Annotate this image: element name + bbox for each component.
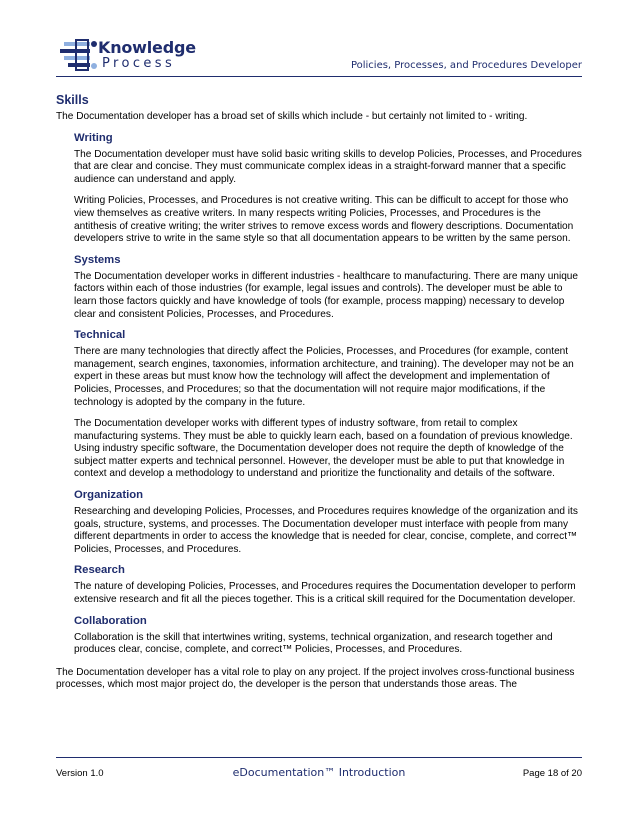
knowledge-process-logo [58,36,198,76]
subsection-title: Writing [74,131,113,144]
subsection-research [56,564,584,606]
document-body [56,93,584,692]
paragraph: The Documentation developer must have solid basic writing skills to develop Policies, Processes, and Procedures that are clear and concise. They must communicate complex ideas in a straight-forward manner that a specific audience can understand and apply. [74,148,582,185]
paragraph: Collaboration is the skill that intertwines writing, systems, technical organization, and research together and produces clear, concise, complete, and correct™ Policies, Processes, and Procedures. [74,631,553,656]
section-title: Skills [56,93,89,107]
paragraph: The Documentation developer works with different types of industry software, from retail to complex manufacturing systems. They must be able to quickly learn each, based on a foundation of previous knowledge. Using industry specific software, the Documentation developer does not require the depth of knowledge of the subject matter experts and technical personnel. However, the developer must be able to put that knowledge in context and develop a methodology to understand and prioritize the functionality and details of the software. [74,418,573,480]
paragraph: The Documentation developer works in different industries - healthcare to manufacturing. There are many unique factors within each of those industries (for example, legal issues and controls). The developer must be able to learn those factors quickly and have knowledge of tools (for example, process mapping) necessary to develop clear and consistent Policies, Processes, and Procedures. [74,270,579,320]
footer-version: Version 1.0 [56,768,104,779]
subsection-title: Systems [74,253,121,266]
subsection-technical [56,329,584,481]
subsection-title: Collaboration [74,614,147,627]
subsection-organization [56,489,584,556]
section-intro: The Documentation developer has a broad set of skills which include - but certainly not limited to - writing. [56,111,528,122]
footer-divider [56,757,582,758]
logo-text-process: Process [102,56,176,71]
logo-text-knowledge: Knowledge [98,38,196,57]
section-outro: The Documentation developer has a vital role to play on any project. If the project involves cross-functional business processes, which most major project do, the developer is the person that understands those areas. The [56,666,575,691]
paragraph: Writing Policies, Processes, and Procedures is not creative writing. This can be difficult to accept for those who view themselves as creative writers. In many respects writing Policies, Processes, and Procedures is the antithesis of creative writing; the writer strives to remove excess words and flowery descriptions. Documentation developers strive to write in the same style so that all documentation appears to be written by the same person. [74,195,574,245]
subsection-title: Organization [74,489,144,502]
header-divider [56,76,582,77]
paragraph: Researching and developing Policies, Processes, and Procedures requires knowledge of the organization and its goals, structure, systems, and processes. The Documentation developer must interface with people from many different departments in order to access the knowledge that is needed for clear, concise, complete, and correct™ Policies, Processes, and Procedures. [74,506,578,555]
subsection-title: Research [74,564,125,577]
paragraph: There are many technologies that directly affect the Policies, Processes, and Procedures (for example, content management, search engines, taxonomies, information architecture, and training). The developer may not be an expert in these areas but must know how the technology will affect the development and implementation of Policies, Processes, and Procedures; so that the documentation will not require major modifications, if the technology is adopted by the company in the future. [74,346,574,408]
subsection-writing [56,132,584,246]
header-title: Policies, Processes, and Procedures Developer [350,60,582,71]
footer-page-number: Page 18 of 20 [522,768,582,779]
paragraph: The nature of developing Policies, Processes, and Procedures requires the Documentation developer to perform extensive research and fit all the pieces together. This is a critical skill required for the Documentation developer. [74,581,576,606]
footer-title: eDocumentation™ Introduction [232,766,406,779]
subsection-title: Technical [74,329,126,342]
knowledge-process-logo-icon [58,36,102,76]
subsection-collaboration [56,615,584,657]
subsection-systems [56,254,584,321]
